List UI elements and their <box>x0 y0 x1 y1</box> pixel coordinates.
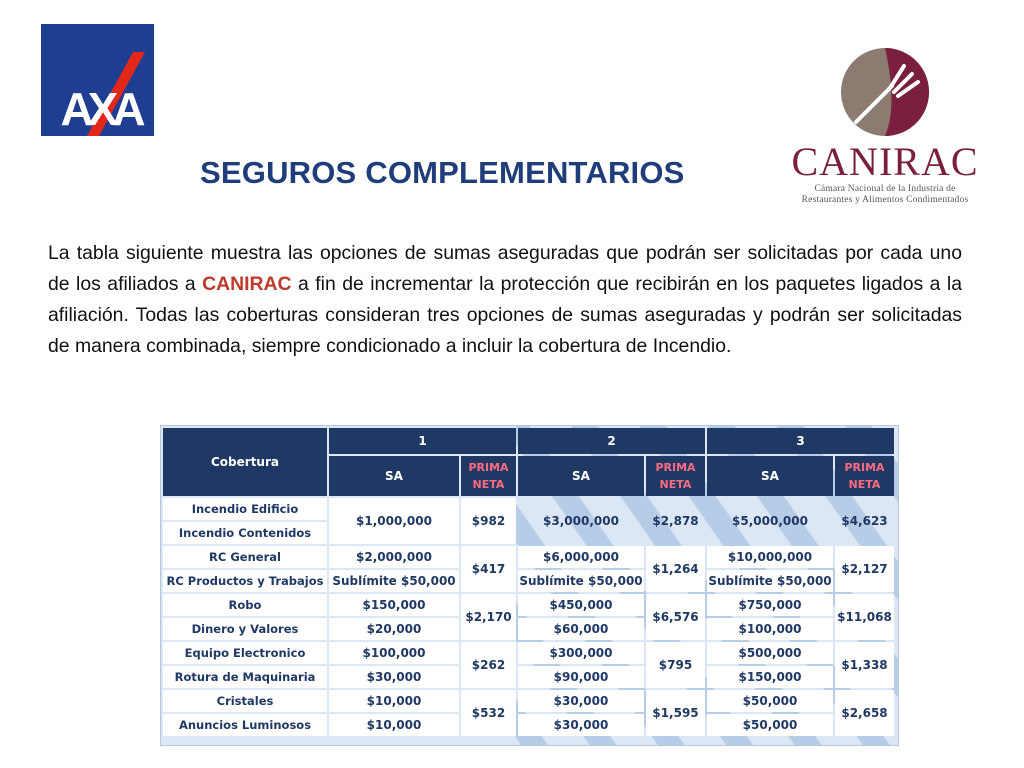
canirac-subtitle-line1: Cámara Nacional de la Industria de <box>814 184 956 194</box>
header-sa-1: SA <box>329 456 459 496</box>
canirac-subtitle <box>776 184 994 206</box>
cell-sa: $10,000,000 <box>707 546 833 568</box>
row-label-cristales: Cristales <box>163 690 327 712</box>
cell-sa: $20,000 <box>329 618 459 640</box>
cell-prima: $417 <box>461 546 516 592</box>
cell-sa: $150,000 <box>707 666 833 688</box>
header-sa-2: SA <box>518 456 644 496</box>
axa-wordmark: AXA <box>60 83 140 135</box>
header-option-3: 3 <box>707 428 894 454</box>
cell-sa: $10,000 <box>329 714 459 736</box>
intro-text-before: La tabla siguiente muestra las opciones de sumas aseguradas que podrán ser solicitadas por cada uno de los afiliados a <box>48 242 962 295</box>
fork-plate-icon <box>838 46 932 138</box>
row-label-rotura-maquinaria: Rotura de Maquinaria <box>163 666 327 688</box>
intro-paragraph <box>48 238 962 362</box>
cell-prima: $2,878 <box>652 514 699 528</box>
cell-sa: $150,000 <box>329 594 459 616</box>
cell-sa: $3,000,000 <box>543 514 619 528</box>
row-label-anuncios-luminosos: Anuncios Luminosos <box>163 714 327 736</box>
row-label-incendio-edificio: Incendio Edificio <box>163 498 327 520</box>
cell-prima: $982 <box>461 498 516 544</box>
header-prima-3: PRIMA NETA <box>835 456 894 496</box>
cell-sa: $30,000 <box>518 690 644 712</box>
cell-prima: $2,127 <box>835 546 894 592</box>
cell-sa: $10,000 <box>329 690 459 712</box>
cell-sa: Sublímite $50,000 <box>707 570 833 592</box>
header-sa-3: SA <box>707 456 833 496</box>
row-label-rc-productos: RC Productos y Trabajos <box>163 570 327 592</box>
row-label-robo: Robo <box>163 594 327 616</box>
cell-prima: $4,623 <box>841 514 888 528</box>
header-cobertura: Cobertura <box>163 428 327 496</box>
coverage-grid <box>161 426 896 738</box>
canirac-logo <box>776 44 994 206</box>
cell-sa: $300,000 <box>518 642 644 664</box>
cell-sa: $5,000,000 <box>732 514 808 528</box>
header-option-1: 1 <box>329 428 516 454</box>
axa-logo <box>41 24 154 136</box>
cell-sa: $60,000 <box>518 618 644 640</box>
cell-prima: $6,576 <box>646 594 705 640</box>
cell-sa: Sublímite $50,000 <box>329 570 459 592</box>
cell-sa: $500,000 <box>707 642 833 664</box>
cell-prima: $1,595 <box>646 690 705 736</box>
header-prima-2: PRIMA NETA <box>646 456 705 496</box>
cell-prima: $2,658 <box>835 690 894 736</box>
row-label-equipo-electronico: Equipo Electronico <box>163 642 327 664</box>
header-option-2: 2 <box>518 428 705 454</box>
cell-sa: $450,000 <box>518 594 644 616</box>
cell-sa: $750,000 <box>707 594 833 616</box>
page-title: SEGUROS COMPLEMENTARIOS <box>200 155 685 190</box>
cell-prima: $262 <box>461 642 516 688</box>
cell-prima: $11,068 <box>835 594 894 640</box>
cell-prima: $795 <box>646 642 705 688</box>
cell-sa: $90,000 <box>518 666 644 688</box>
cell-sa: $30,000 <box>518 714 644 736</box>
intro-text-after: a fin de incrementar la protección que recibirán en los paquetes ligados a la afiliación. Todas las coberturas consideran tres opciones de sumas aseguradas y podrán ser solicitadas de manera combinada, siempre condicionado a incluir la cobertura de Incendio. <box>48 273 962 357</box>
header-prima-1: PRIMA NETA <box>461 456 516 496</box>
cell-sa: $50,000 <box>707 714 833 736</box>
canirac-name: CANIRAC <box>791 139 979 184</box>
cell-sa: $1,000,000 <box>329 498 459 544</box>
canirac-subtitle-line2: Restaurantes y Alimentos Condimentados <box>801 195 969 205</box>
row-label-rc-general: RC General <box>163 546 327 568</box>
coverage-table <box>160 425 899 746</box>
cell-prima: $1,264 <box>646 546 705 592</box>
cell-sa: $30,000 <box>329 666 459 688</box>
cell-sa: $50,000 <box>707 690 833 712</box>
cell-sa: $100,000 <box>329 642 459 664</box>
cell-prima: $2,170 <box>461 594 516 640</box>
cell-sa: $6,000,000 <box>518 546 644 568</box>
cell-sa: Sublímite $50,000 <box>518 570 644 592</box>
cell-prima: $1,338 <box>835 642 894 688</box>
row-label-dinero-valores: Dinero y Valores <box>163 618 327 640</box>
cell-prima: $532 <box>461 690 516 736</box>
cell-sa: $100,000 <box>707 618 833 640</box>
cell-sa: $2,000,000 <box>329 546 459 568</box>
row-label-incendio-contenidos: Incendio Contenidos <box>163 522 327 544</box>
intro-highlight: CANIRAC <box>202 273 292 295</box>
